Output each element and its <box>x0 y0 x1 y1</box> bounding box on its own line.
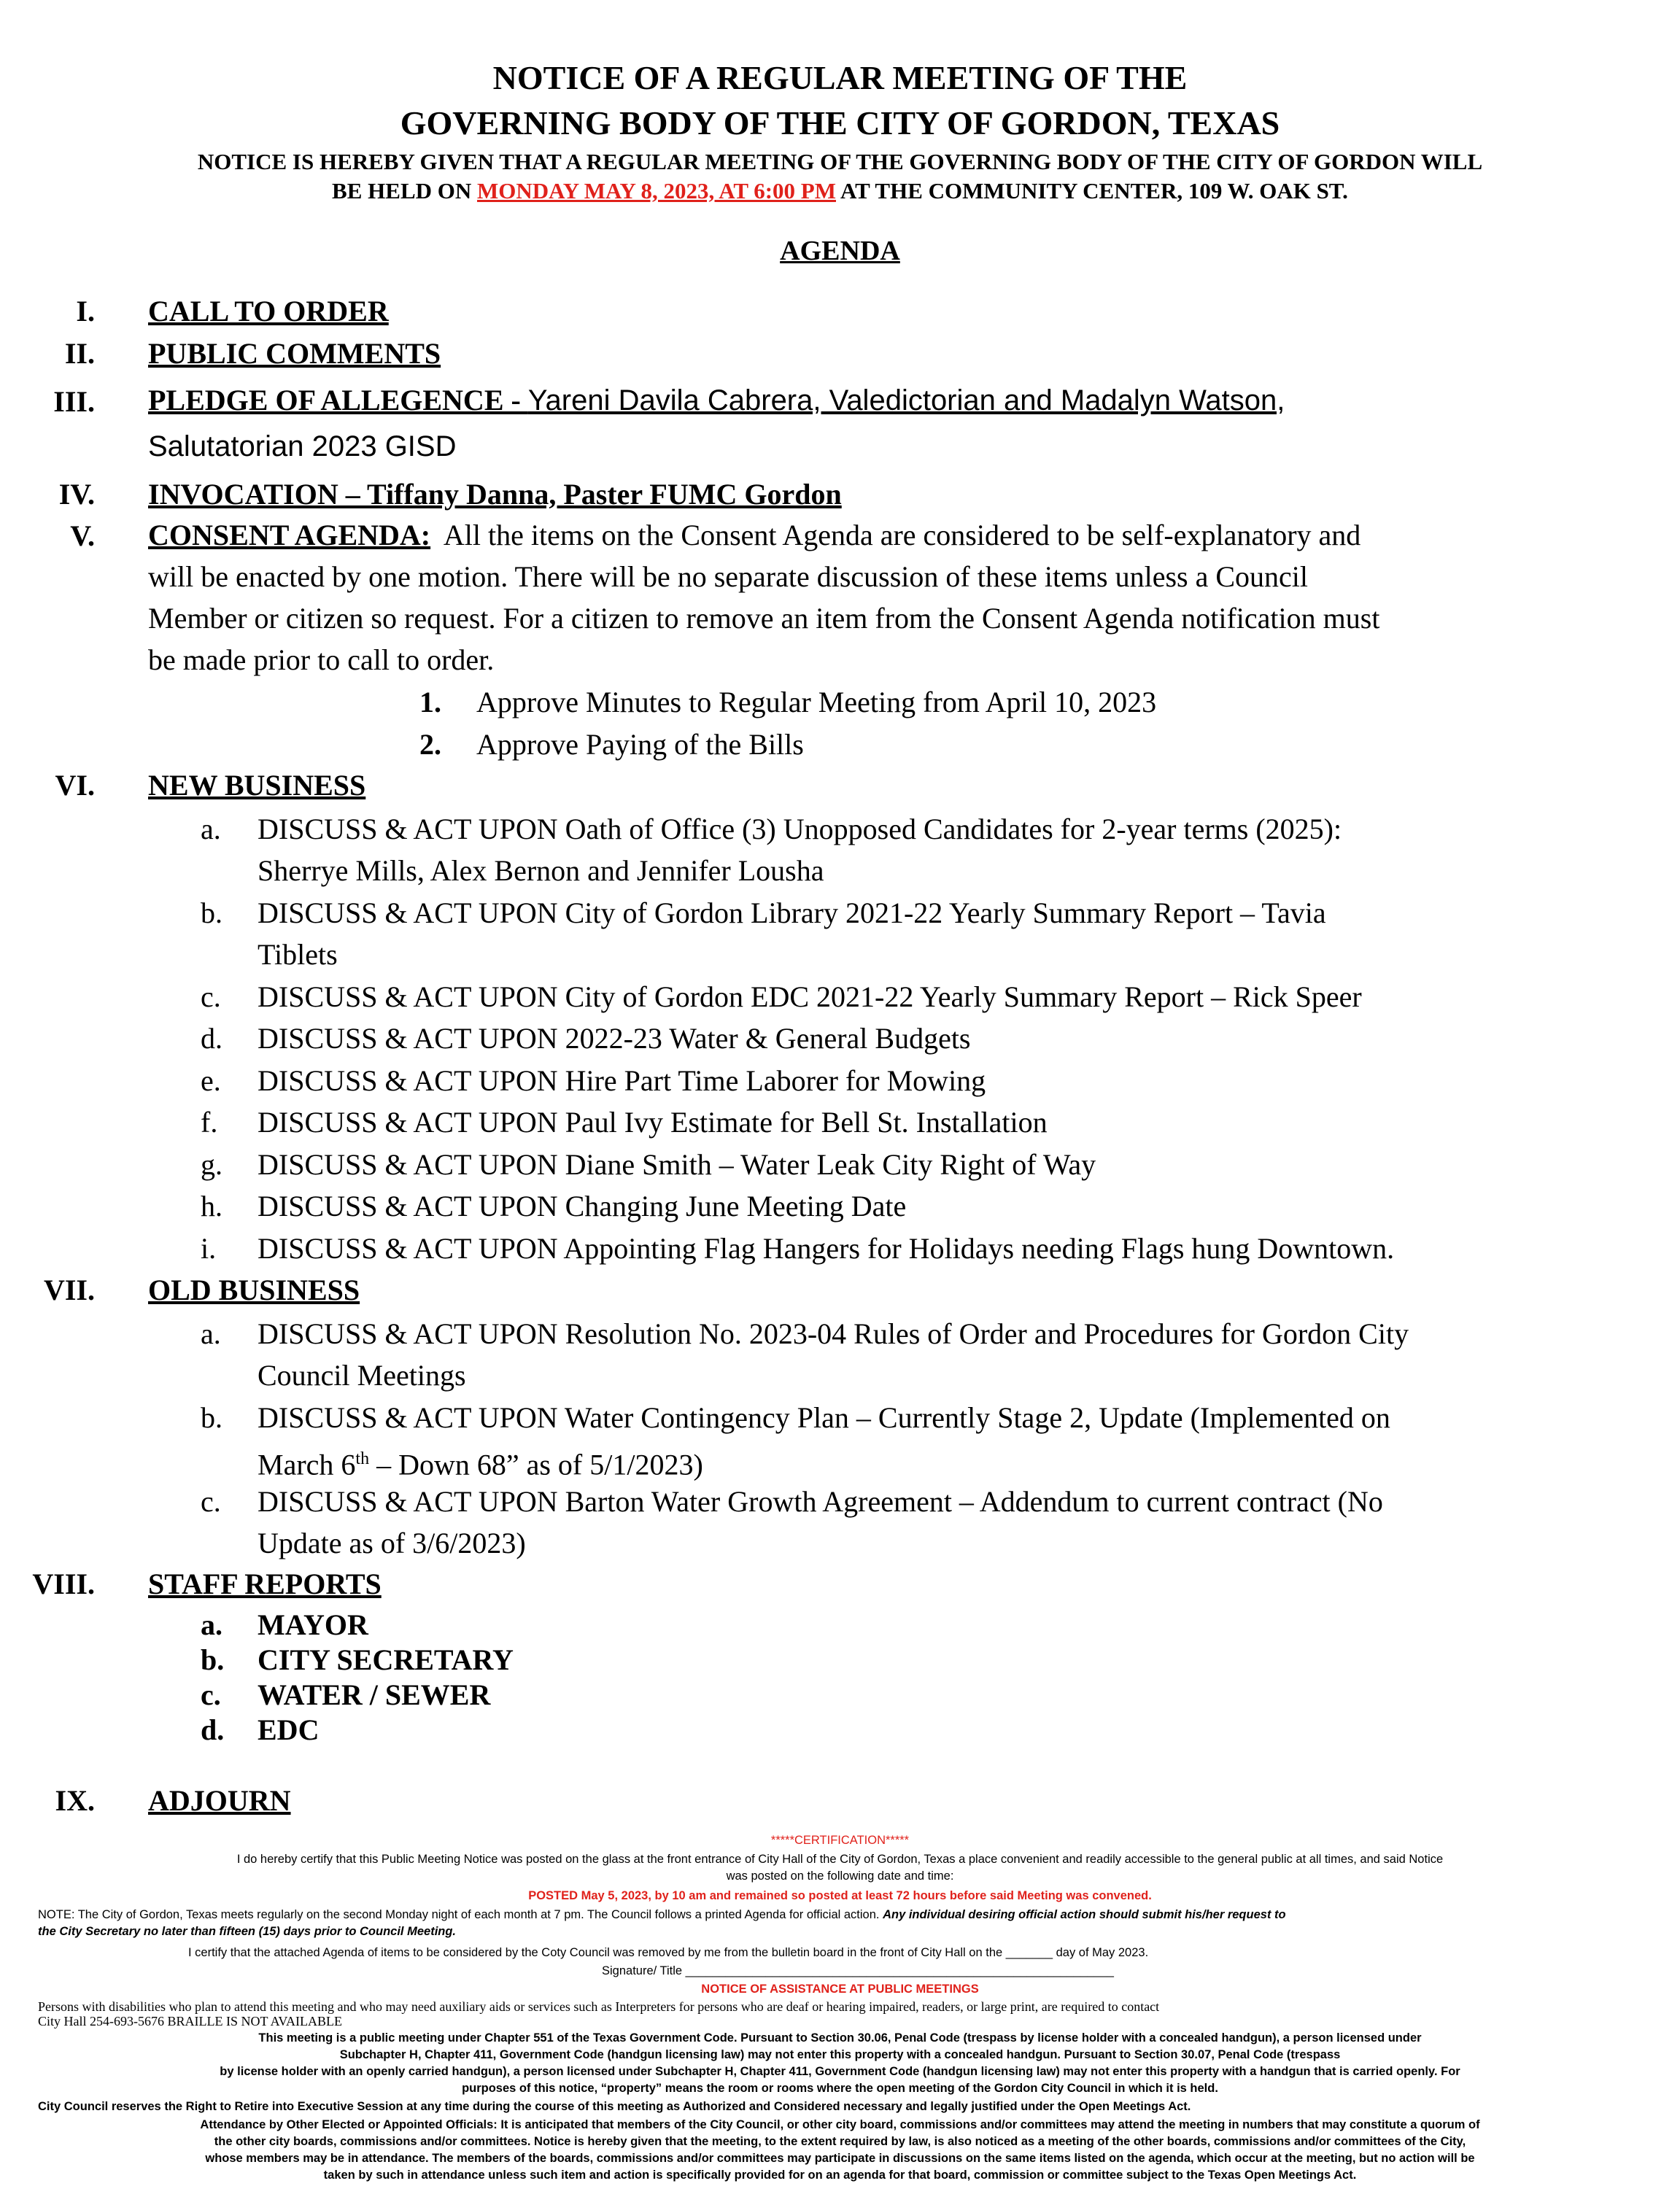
item-letter: d. <box>201 1022 222 1055</box>
item-letter: h. <box>201 1190 222 1222</box>
certification-line-1: I do hereby certify that this Public Meeting Notice was posted on the glass at the front entrance of City Hall of the City of Gordon, Texas a place convenient and readily accessible to the general public at all times, and said Notice <box>236 1853 1444 1866</box>
item-letter: f. <box>201 1106 218 1139</box>
item-line: Council Meetings <box>258 1359 466 1392</box>
item-line: Update as of 3/6/2023) <box>258 1527 526 1559</box>
staff-report-item: WATER / SEWER <box>258 1678 491 1711</box>
item-letter: d. <box>201 1713 225 1746</box>
new-business-item <box>258 892 1498 975</box>
item-letter: a. <box>201 1317 221 1350</box>
note-line-2: the City Secretary no later than fifteen (15) days prior to Council Meeting. <box>38 1925 457 1938</box>
item-letter: i. <box>201 1232 217 1265</box>
old-business-item <box>258 1481 1498 1564</box>
certification-line-2: was posted on the following date and time: <box>726 1869 954 1883</box>
item-line-part: – Down 68” as of 5/1/2023) <box>369 1448 703 1481</box>
old-business-item <box>258 1313 1498 1396</box>
certification-heading: *****CERTIFICATION***** <box>770 1834 910 1847</box>
legal-line: This meeting is a public meeting under Chapter 551 of the Texas Government Code. Pursuant to Section 30.06, Penal Code (trespass by license holder with a concealed handgun), a person licensed under <box>258 2031 1422 2045</box>
consent-agenda-line-3: Member or citizen so request. For a citizen to remove an item from the Consent Agenda notification must <box>148 602 1380 635</box>
old-business-item <box>258 1397 1498 1485</box>
posted-notice: POSTED May 5, 2023, by 10 am and remained so posted at least 72 hours before said Meeting was convened. <box>528 1889 1152 1902</box>
item-line <box>258 1438 1498 1485</box>
staff-report-item: MAYOR <box>258 1608 368 1641</box>
removed-statement: I certify that the attached Agenda of items to be considered by the Coty Council was removed by me from the bulletin board in the front of City Hall on the _______ day of May 2023. <box>188 1946 1149 1959</box>
item-line: DISCUSS & ACT UPON Barton Water Growth Agreement – Addendum to current contract (No <box>258 1485 1383 1518</box>
legal-line: whose members may be in attendance. The members of the boards, commissions and/or committees may participate in discussions on the same items listed on the agenda, which occur at the meeting, but no action will be <box>205 2152 1475 2165</box>
notice-line-1: NOTICE IS HEREBY GIVEN THAT A REGULAR MEETING OF THE GOVERNING BODY OF THE CITY OF GORDON WILL <box>197 149 1483 174</box>
notice-prefix: BE HELD ON <box>332 178 478 204</box>
assistance-heading: NOTICE OF ASSISTANCE AT PUBLIC MEETINGS <box>701 1983 979 1996</box>
agenda-heading: AGENDA <box>780 236 900 266</box>
section-title-new-business: NEW BUSINESS <box>148 769 366 802</box>
section-title-invocation: INVOCATION – Tiffany Danna, Paster FUMC Gordon <box>148 478 842 511</box>
item-letter: c. <box>201 1678 221 1711</box>
item-line: DISCUSS & ACT UPON Resolution No. 2023-04 Rules of Order and Procedures for Gordon City <box>258 1317 1409 1350</box>
section-title-call-to-order: CALL TO ORDER <box>148 295 389 328</box>
assistance-line-1: Persons with disabilities who plan to attend this meeting and who may need auxiliary aids or services such as Interpreters for persons who are deaf or hearing impaired, readers, or large print, are required to contact <box>38 1999 1160 2014</box>
item-letter: a. <box>201 1608 222 1641</box>
item-line: Sherrye Mills, Alex Bernon and Jennifer Lousha <box>258 854 824 887</box>
new-business-item: DISCUSS & ACT UPON Changing June Meeting Date <box>258 1190 907 1222</box>
item-line-part: March 6 <box>258 1448 356 1481</box>
legal-line: Attendance by Other Elected or Appointed Officials: It is anticipated that members of the City Council, or other city board, commissions and/or committees may attend the meeting in numbers that may constitute a quorum of <box>200 2118 1480 2131</box>
meeting-date: MONDAY MAY 8, 2023, AT 6:00 PM <box>477 178 836 204</box>
staff-report-item: CITY SECRETARY <box>258 1643 514 1676</box>
item-letter: c. <box>201 1485 221 1518</box>
section-title-public-comments: PUBLIC COMMENTS <box>148 337 441 370</box>
note-text: NOTE: The City of Gordon, Texas meets regularly on the second Monday night of each month at 7 pm. The Council follows a printed Agenda for official action. <box>38 1908 883 1921</box>
legal-line: by license holder with an openly carried handgun), a person licensed under Subchapter H, Chapter 411, Government Code (handgun licensing law) may not enter this property with a handgun that is carried openly. For <box>220 2065 1460 2078</box>
pledge-names: Yareni Davila Cabrera, Valedictorian and Madalyn Watson, <box>527 384 1285 416</box>
consent-item-number: 2. <box>419 728 441 761</box>
new-business-item <box>258 808 1498 891</box>
assistance-line-2: City Hall 254-693-5676 BRAILLE IS NOT AVAILABLE <box>38 2014 342 2028</box>
note-emphasis: Any individual desiring official action should submit his/her request to <box>883 1908 1286 1921</box>
section-title-staff-reports: STAFF REPORTS <box>148 1567 382 1600</box>
item-letter: g. <box>201 1148 222 1181</box>
new-business-item: DISCUSS & ACT UPON Hire Part Time Laborer for Mowing <box>258 1064 986 1097</box>
legal-line: purposes of this notice, “property” means the room or rooms where the open meeting of the Gordon City Council in which it is held. <box>462 2082 1218 2095</box>
consent-agenda-line-4: be made prior to call to order. <box>148 643 495 676</box>
section-number: V. <box>70 519 95 552</box>
consent-item-number: 1. <box>419 686 441 718</box>
legal-line: City Council reserves the Right to Retire into Executive Session at any time during the course of this meeting as Authorized and Considered necessary and legally justified under the Open Meetings Act. <box>38 2100 1191 2113</box>
staff-report-item: EDC <box>258 1713 320 1746</box>
item-letter: e. <box>201 1064 221 1097</box>
item-letter: a. <box>201 813 221 845</box>
section-number: VI. <box>55 769 95 802</box>
consent-agenda-line-2: will be enacted by one motion. There will be no separate discussion of these items unless a Council <box>148 560 1308 593</box>
section-number: IV. <box>58 478 95 511</box>
item-letter: b. <box>201 1401 222 1434</box>
new-business-item: DISCUSS & ACT UPON 2022-23 Water & General Budgets <box>258 1022 971 1055</box>
item-line: Tiblets <box>258 938 338 971</box>
section-title-old-business: OLD BUSINESS <box>148 1274 360 1306</box>
section-number: IX. <box>55 1784 95 1817</box>
consent-agenda-line-1 <box>148 514 1360 556</box>
section-number: I. <box>76 295 95 328</box>
legal-line: the other city boards, commissions and/or committees. Notice is hereby given that the meeting, to the extent required by law, is also noticed as a meeting of the other boards, commissions and/or committees of the City, <box>214 2135 1466 2148</box>
consent-agenda-text: All the items on the Consent Agenda are considered to be self-explanatory and <box>430 519 1361 551</box>
item-line: DISCUSS & ACT UPON Water Contingency Plan – Currently Stage 2, Update (Implemented on <box>258 1401 1390 1434</box>
new-business-item: DISCUSS & ACT UPON Paul Ivy Estimate for Bell St. Installation <box>258 1106 1048 1139</box>
item-line: DISCUSS & ACT UPON Oath of Office (3) Unopposed Candidates for 2-year terms (2025): <box>258 813 1342 845</box>
title-line-1: NOTICE OF A REGULAR MEETING OF THE <box>492 59 1188 96</box>
item-letter: c. <box>201 980 221 1013</box>
new-business-item: DISCUSS & ACT UPON Diane Smith – Water Leak City Right of Way <box>258 1148 1096 1181</box>
pledge-title: PLEDGE OF ALLEGENCE - <box>148 384 528 416</box>
notice-suffix: AT THE COMMUNITY CENTER, 109 W. OAK ST. <box>836 178 1348 204</box>
notice-line-2 <box>0 178 1680 204</box>
item-line: DISCUSS & ACT UPON City of Gordon Library 2021-22 Yearly Summary Report – Tavia <box>258 896 1326 929</box>
title-line-2: GOVERNING BODY OF THE CITY OF GORDON, TEXAS <box>400 104 1280 142</box>
section-number: VII. <box>43 1274 95 1306</box>
section-number: VIII. <box>32 1567 95 1600</box>
consent-item: Approve Paying of the Bills <box>476 728 804 761</box>
consent-item: Approve Minutes to Regular Meeting from April 10, 2023 <box>476 686 1157 718</box>
pledge-names-continued: Salutatorian 2023 GISD <box>148 430 457 462</box>
section-title-adjourn: ADJOURN <box>148 1784 291 1817</box>
item-letter: b. <box>201 1643 225 1676</box>
signature-line: Signature/ Title ________________________________________________________________ <box>602 1964 1114 1977</box>
section-number: III. <box>53 385 95 418</box>
item-letter: b. <box>201 896 222 929</box>
consent-agenda-title: CONSENT AGENDA: <box>148 519 431 551</box>
note-line-1 <box>38 1907 1286 1923</box>
legal-line: taken by such in attendance unless such item and action is specifically provided for on an agenda for that board, commission or committee subject to the Texas Open Meetings Act. <box>323 2169 1357 2182</box>
section-title-pledge <box>148 383 1285 417</box>
legal-line: Subchapter H, Chapter 411, Government Code (handgun licensing law) may not enter this property with a concealed handgun. Pursuant to Section 30.07, Penal Code (trespass <box>339 2048 1341 2061</box>
section-number: II. <box>64 337 95 370</box>
new-business-item: DISCUSS & ACT UPON City of Gordon EDC 2021-22 Yearly Summary Report – Rick Speer <box>258 980 1362 1013</box>
new-business-item: DISCUSS & ACT UPON Appointing Flag Hangers for Holidays needing Flags hung Downtown. <box>258 1232 1395 1265</box>
ordinal-suffix: th <box>355 1449 370 1468</box>
